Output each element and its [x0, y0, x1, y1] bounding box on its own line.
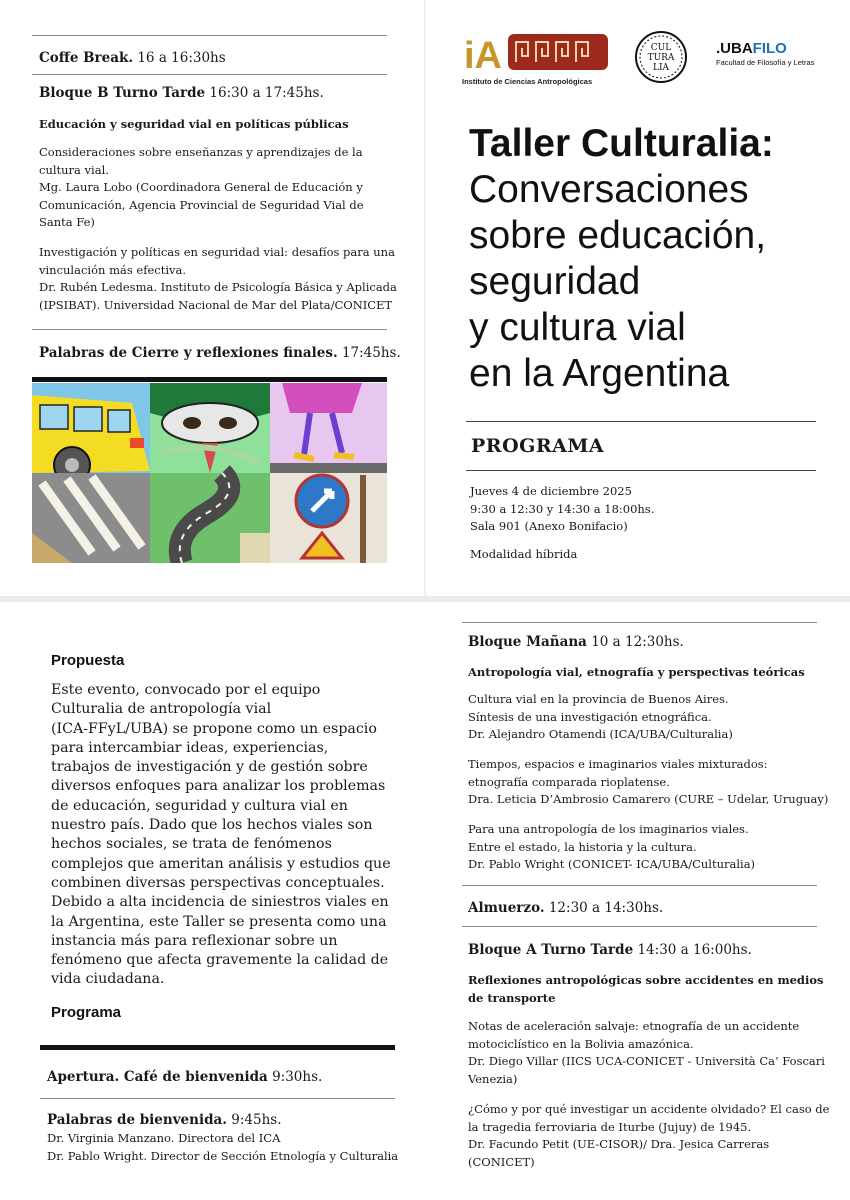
title-line: en la Argentina [469, 352, 730, 395]
text-line: Este evento, convocado por el equipo [51, 682, 321, 698]
text-line: para intercambiar ideas, experiencias, [51, 739, 329, 756]
uba-text: .UBA [716, 40, 753, 57]
text-line: Cultura vial en la provincia de Buenos Aires. [468, 692, 729, 706]
text-line: cultura vial. [39, 162, 109, 177]
event-hours: 9:30 a 12:30 y 14:30 a 18:00hs. [470, 501, 655, 516]
almuerzo-line [468, 899, 663, 917]
talk-wright [468, 821, 755, 874]
text-line: ¿Cómo y por qué investigar un accidente olvidado? El caso de [468, 1102, 830, 1116]
divider [466, 421, 816, 422]
almuerzo-label: Almuerzo. [468, 900, 545, 916]
text-line: diversos enfoques para analizar los problemas [51, 778, 386, 795]
text-line: Notas de aceleración salvaje: etnografía de un accidente [468, 1019, 800, 1033]
bienvenida-label: Palabras de bienvenida. [47, 1112, 227, 1128]
text-line: Culturalia de antropología vial [51, 701, 272, 718]
event-modality: Modalidad híbrida [470, 547, 578, 561]
text-line: Tiempos, espacios e imaginarios viales mixturados: [468, 757, 768, 771]
bus-drawing [32, 383, 150, 483]
talk-otamendi [468, 691, 733, 744]
bloque-a-title [468, 971, 823, 1007]
event-room: Sala 901 (Anexo Bonifacio) [470, 519, 628, 534]
text-line: Investigación y políticas en seguridad vial: desafíos para una [39, 245, 395, 259]
talk-lobo [39, 144, 364, 232]
closing-line [39, 344, 401, 362]
text-line: Para una antropología de los imaginarios viales. [468, 822, 749, 836]
panel-title-cover [426, 0, 850, 596]
text-line: Reflexiones antropológicas sobre accidentes en medios [468, 973, 824, 987]
coffee-break-label: Coffe Break. [39, 50, 134, 66]
text-line: la tragedia ferroviaria de Iturbe (Jujuy) de 1945. [468, 1119, 752, 1134]
text-line: Santa Fe) [39, 215, 95, 230]
title-line: y cultura vial [469, 306, 686, 349]
uba-filo-logo [716, 40, 814, 67]
bloque-b-line [39, 84, 324, 102]
talk-villar [468, 1018, 825, 1088]
text-line: Dr. Pablo Wright (CONICET- ICA/UBA/Culturalia) [468, 857, 756, 872]
programa-heading: PROGRAMA [471, 435, 605, 457]
divider [466, 470, 816, 471]
ica-logo-mark [462, 28, 612, 76]
culturalia-logo [634, 30, 688, 84]
winding-road-drawing [150, 473, 270, 563]
title-line: sobre educación, [469, 214, 767, 257]
road-safety-illustration [32, 383, 387, 563]
text-line: (IPSIBAT). Universidad Nacional de Mar del Plata/CONICET [39, 297, 393, 312]
divider [32, 35, 387, 36]
bloque-b-title: Educación y seguridad vial en políticas públicas [39, 117, 349, 131]
text-line: nuestro país. Dado que los hechos viales son [51, 817, 373, 834]
apertura-label: Apertura. Café de bienvenida [47, 1069, 268, 1085]
divider [462, 885, 817, 886]
bloque-manana-label: Bloque Mañana [468, 634, 587, 650]
text-line: de educación, seguridad y cultura vial en [51, 797, 348, 814]
bienvenida-speakers [47, 1130, 398, 1165]
text-line: Dr. Diego Villar (IICS UCA-CONICET - Università Ca’ Foscari [468, 1054, 825, 1069]
bienvenida-time: 9:45hs. [231, 1112, 282, 1128]
text-line: Síntesis de una investigación etnográfica. [468, 709, 712, 724]
coffee-break-time: 16 a 16:30hs [137, 50, 226, 66]
text-line: Dr. Virginia Manzano. Directora del ICA [47, 1131, 281, 1145]
text-line: Entre el estado, la historia y la cultura. [468, 839, 697, 854]
traffic-sign-drawing [270, 473, 387, 563]
uba-filo-wordmark [716, 40, 814, 58]
title-line: Conversaciones [469, 168, 749, 211]
bloque-a-label: Bloque A Turno Tarde [468, 942, 634, 958]
text-line: Dr. Facundo Petit (UE-CISOR)/ Dra. Jesica Carreras [468, 1137, 770, 1152]
text-line: Dr. Alejandro Otamendi (ICA/UBA/Culturalia) [468, 727, 733, 742]
text-line: complejos que ameritan análisis y estudios que [51, 855, 391, 872]
text-line: etnografía comparada rioplatense. [468, 774, 670, 789]
text-line: combinen diversas perspectivas conceptuales. [51, 874, 385, 891]
panel-morning-program [426, 602, 850, 1200]
text-line: de transporte [468, 991, 556, 1005]
event-details [470, 483, 654, 536]
culturalia-line-1: CUL [650, 43, 672, 53]
coffee-break-line [39, 49, 226, 67]
bloque-a-time: 14:30 a 16:00hs. [637, 942, 752, 958]
bienvenida-line [47, 1111, 282, 1129]
event-title [469, 121, 774, 397]
text-line: Comunicación, Agencia Provincial de Seguridad Vial de [39, 197, 364, 212]
text-line: hechos sociales, se trata de fenómenos [51, 836, 332, 853]
text-line: vinculación más efectiva. [39, 262, 187, 277]
text-line: Dr. Rubén Ledesma. Instituto de Psicología Básica y Aplicada [39, 280, 397, 295]
title-bold: Taller Culturalia: [469, 122, 774, 165]
panel-proposal [0, 602, 424, 1200]
text-line: la Argentina, este Taller se presenta como una [51, 913, 387, 930]
culturalia-line-3: LIA [652, 63, 670, 73]
apertura-line [47, 1068, 322, 1086]
apertura-time: 9:30hs. [272, 1069, 323, 1085]
bloque-manana-line [468, 633, 684, 651]
closing-time: 17:45hs. [341, 345, 401, 361]
bloque-manana-time: 10 a 12:30hs. [591, 634, 684, 650]
bloque-a-line [468, 941, 752, 959]
propuesta-heading: Propuesta [51, 652, 125, 669]
crosswalk-drawing [32, 473, 150, 563]
divider [462, 926, 817, 927]
manana-title: Antropología vial, etnografía y perspectivas teóricas [468, 665, 805, 679]
text-line: instancia más para reflexionar sobre un [51, 932, 338, 949]
text-line: (ICA-FFyL/UBA) se propone como un espacio [51, 720, 377, 737]
almuerzo-time: 12:30 a 14:30hs. [548, 900, 664, 916]
text-line: Debido a alta incidencia de siniestros viales en [51, 894, 389, 911]
text-line: Venezia) [468, 1071, 518, 1086]
divider [32, 74, 387, 75]
ica-logo [462, 28, 612, 88]
bloque-b-time: 16:30 a 17:45hs. [209, 85, 324, 101]
ica-mark-letters: iA [464, 35, 502, 76]
uba-filo-subtitle: Facultad de Filosofía y Letras [716, 58, 815, 67]
text-line: Mg. Laura Lobo (Coordinadora General de Educación y [39, 180, 363, 195]
divider-thick [40, 1045, 395, 1050]
text-line: fenómeno que afecta gravemente la calidad de [51, 952, 389, 969]
bloque-b-label: Bloque B Turno Tarde [39, 85, 206, 101]
talk-ledesma [39, 244, 397, 314]
event-date: Jueves 4 de diciembre 2025 [470, 484, 632, 498]
talk-dambrosio [468, 756, 828, 809]
text-line: Dra. Leticia D’Ambrosio Camarero (CURE – Udelar, Uruguay) [468, 792, 829, 807]
culturalia-line-2: TURA [647, 53, 675, 63]
text-line: motociclístico en la Bolivia amazónica. [468, 1036, 694, 1051]
text-line: trabajos de investigación y de gestión sobre [51, 759, 368, 776]
title-line: seguridad [469, 260, 641, 303]
ica-logo-caption: Instituto de Ciencias Antropológicas [462, 77, 593, 86]
text-line: vida ciudadana. [51, 971, 165, 988]
talk-petit-carreras [468, 1101, 829, 1171]
filo-text: FILO [752, 40, 787, 57]
divider-thick [32, 377, 387, 382]
text-line: (CONICET) [468, 1154, 535, 1169]
pedestrian-drawing [270, 383, 387, 473]
propuesta-text [51, 681, 391, 990]
text-line: Dr. Pablo Wright. Director de Sección Etnología y Culturalia [47, 1148, 399, 1163]
closing-label: Palabras de Cierre y reflexiones finales. [39, 345, 338, 361]
programa-subheading: Programa [51, 1004, 122, 1021]
text-line: Consideraciones sobre enseñanzas y aprendizajes de la [39, 145, 363, 159]
divider [32, 329, 387, 330]
divider [40, 1098, 395, 1099]
mirror-eyes-drawing [150, 383, 270, 473]
panel-afternoon-program [0, 0, 424, 596]
divider [462, 622, 817, 623]
